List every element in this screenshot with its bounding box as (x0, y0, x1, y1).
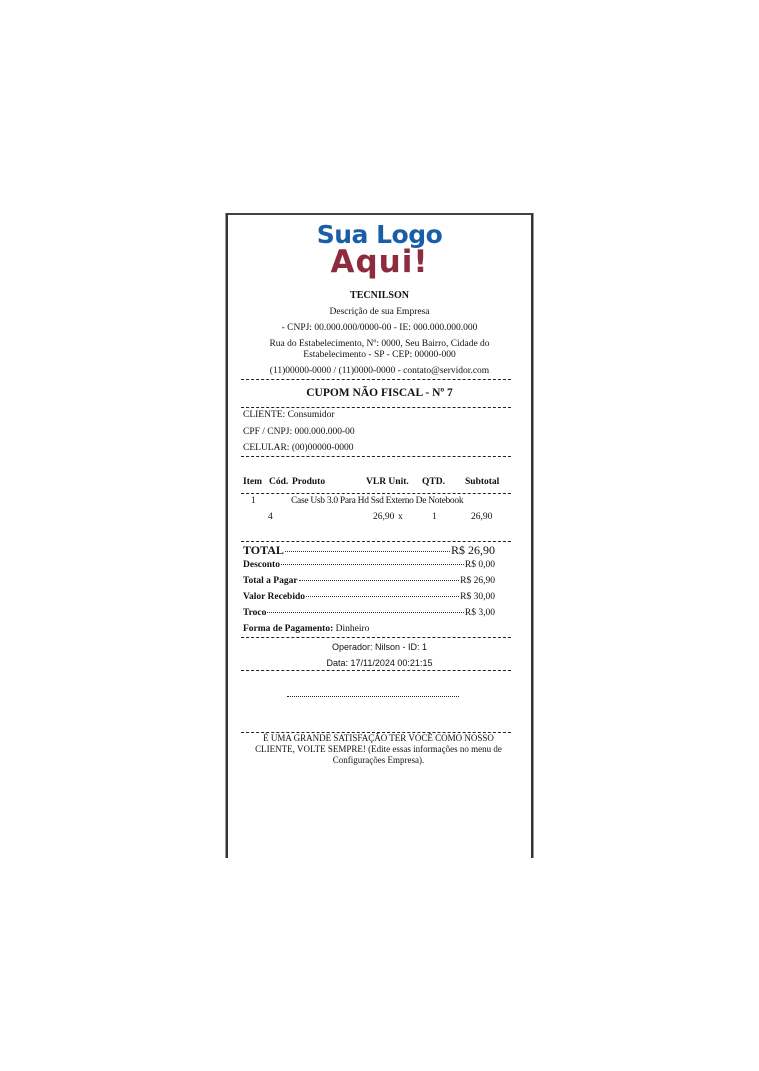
table-row-code: 4 (268, 512, 273, 522)
table-row-qty: 1 (432, 512, 437, 522)
dot-leader (285, 551, 450, 552)
dot-leader (281, 564, 464, 565)
table-row-item: 1 (251, 496, 256, 506)
document-title: CUPOM NÃO FISCAL - Nº 7 (306, 387, 453, 399)
logo-line1: Sua Logo (316, 220, 443, 249)
signature-line (287, 696, 459, 697)
table-row-multiplier: x (398, 512, 403, 522)
table-header-unit-price: VLR Unit. (366, 477, 409, 487)
received-label: Valor Recebido (243, 592, 306, 602)
company-ids: - CNPJ: 00.000.000/0000-00 - IE: 000.000.000.000 (281, 323, 478, 333)
logo-line2: Aqui! (330, 244, 429, 280)
divider (241, 637, 511, 638)
table-header-item: Item (243, 477, 262, 487)
payment-value: Dinheiro (335, 624, 370, 634)
to-pay-row (243, 576, 495, 586)
payment-row (243, 624, 369, 634)
discount-row (243, 560, 495, 570)
payment-label: Forma de Pagamento: (243, 624, 334, 634)
table-header-code: Cód. (269, 477, 289, 487)
table-row-unit-price: 26,90 (373, 512, 395, 522)
customer-cpf: CPF / CNPJ: 000.000.000-00 (243, 427, 355, 437)
to-pay-value: R$ 26,90 (460, 576, 495, 586)
footer-line1: É UMA GRANDE SATISFAÇÃO TER VOCÊ COMO NOSSO (263, 733, 494, 743)
divider (241, 493, 511, 494)
footer-line2: CLIENTE, VOLTE SEMPRE! (Edite essas informações no menu de (255, 744, 502, 754)
divider (241, 407, 511, 408)
total-label: TOTAL (243, 543, 284, 557)
change-row (243, 608, 495, 618)
company-contact: (11)00000-0000 / (11)0000-0000 - contato@servidor.com (269, 366, 490, 376)
company-description: Descrição de sua Empresa (329, 307, 430, 317)
discount-value: R$ 0,00 (464, 560, 495, 570)
company-address-line1: Rua do Estabelecimento, Nº: 0000, Seu Bairro, Cidade do (269, 339, 490, 349)
divider (241, 541, 511, 542)
divider (241, 379, 511, 380)
discount-label: Desconto (243, 560, 280, 570)
received-value: R$ 30,00 (460, 592, 495, 602)
footer-message (246, 733, 511, 766)
customer-client: CLIENTE: Consumidor (243, 410, 335, 420)
total-row (243, 543, 495, 558)
to-pay-label: Total a Pagar (243, 576, 298, 586)
company-name: TECNILSON (350, 290, 409, 301)
dot-leader (267, 612, 464, 613)
divider (241, 670, 511, 671)
change-value: R$ 3,00 (464, 608, 495, 618)
total-value: R$ 26,90 (450, 543, 495, 557)
received-row (243, 592, 495, 602)
company-address-line2: Estabelecimento - SP - CEP: 00000-000 (303, 350, 456, 360)
operator: Operador: Nilson - ID: 1 (331, 642, 428, 652)
footer-line3: Configurações Empresa). (332, 755, 425, 765)
date: Data: 17/11/2024 00:21:15 (326, 658, 433, 668)
table-row-product: Case Usb 3.0 Para Hd Ssd Externo De Notebook (291, 496, 464, 506)
customer-phone: CELULAR: (00)00000-0000 (243, 443, 354, 453)
dot-leader (299, 580, 460, 581)
table-header-product: Produto (292, 477, 326, 487)
divider (241, 456, 511, 457)
table-header-qty: QTD. (422, 477, 445, 487)
table-row-subtotal: 26,90 (471, 512, 493, 522)
dot-leader (306, 596, 459, 597)
change-label: Troco (243, 608, 267, 618)
table-header-subtotal: Subtotal (465, 477, 500, 487)
receipt (226, 213, 533, 858)
